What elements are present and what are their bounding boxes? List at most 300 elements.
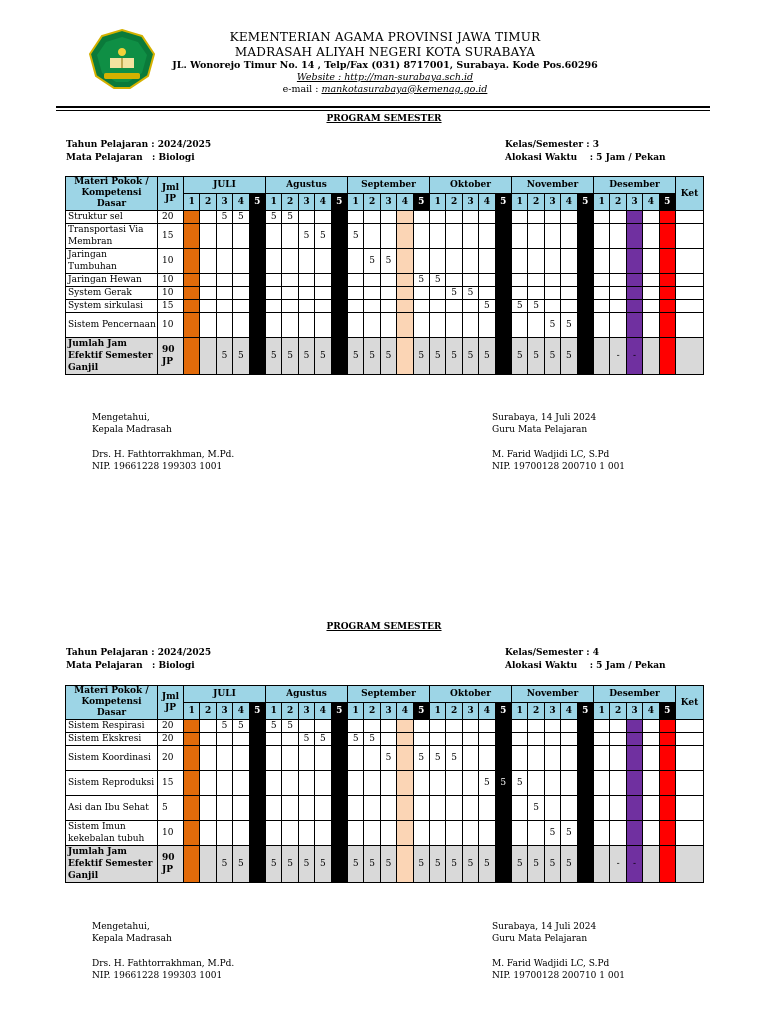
week-cell: 5 xyxy=(380,249,396,274)
week-number: 2 xyxy=(610,194,626,211)
total-week-cell xyxy=(184,338,200,375)
header-materi: Materi Pokok / Kompetensi Dasar xyxy=(66,686,158,720)
week-cell xyxy=(380,274,396,287)
week-cell xyxy=(430,733,446,746)
week-cell xyxy=(397,733,413,746)
week-cell xyxy=(643,746,659,771)
total-week-cell: 5 xyxy=(430,846,446,883)
week-number: 3 xyxy=(544,703,560,720)
week-cell xyxy=(446,274,462,287)
total-week-cell: 5 xyxy=(282,846,298,883)
week-cell xyxy=(495,796,511,821)
semester-table xyxy=(65,176,704,375)
week-cell xyxy=(347,821,363,846)
week-cell xyxy=(380,821,396,846)
week-cell xyxy=(249,733,265,746)
week-cell xyxy=(331,771,347,796)
week-number: 5 xyxy=(249,703,265,720)
week-cell: 5 xyxy=(347,733,363,746)
week-cell xyxy=(413,821,429,846)
week-cell xyxy=(347,300,363,313)
week-cell xyxy=(216,300,232,313)
total-week-cell: 5 xyxy=(561,338,577,375)
week-cell xyxy=(659,249,675,274)
ket-cell xyxy=(676,300,704,313)
week-cell: 5 xyxy=(528,300,544,313)
week-cell: 5 xyxy=(298,733,314,746)
week-cell xyxy=(249,300,265,313)
jp-cell: 10 xyxy=(158,249,184,274)
week-cell xyxy=(594,821,610,846)
week-cell xyxy=(430,300,446,313)
week-cell: 5 xyxy=(233,211,249,224)
week-cell: 5 xyxy=(561,821,577,846)
jp-cell: 15 xyxy=(158,300,184,313)
week-cell xyxy=(577,720,593,733)
week-cell xyxy=(364,287,380,300)
month-header: Desember xyxy=(594,177,676,194)
week-cell xyxy=(315,211,331,224)
week-cell xyxy=(462,746,478,771)
table-row xyxy=(66,771,704,796)
total-week-cell xyxy=(331,846,347,883)
week-cell xyxy=(282,300,298,313)
total-week-cell: 5 xyxy=(364,846,380,883)
week-cell xyxy=(430,211,446,224)
week-cell xyxy=(577,249,593,274)
week-cell xyxy=(495,821,511,846)
week-cell xyxy=(479,733,495,746)
week-number: 1 xyxy=(594,703,610,720)
total-week-cell xyxy=(643,338,659,375)
week-cell: 5 xyxy=(430,274,446,287)
week-cell xyxy=(413,211,429,224)
week-cell xyxy=(626,771,642,796)
week-cell xyxy=(347,287,363,300)
week-cell xyxy=(315,821,331,846)
week-cell xyxy=(643,224,659,249)
week-cell xyxy=(479,796,495,821)
week-cell xyxy=(626,821,642,846)
total-week-cell: 5 xyxy=(315,846,331,883)
week-number: 3 xyxy=(462,194,478,211)
total-label: Jumlah Jam Efektif Semester Ganjil xyxy=(66,846,158,883)
week-cell xyxy=(594,274,610,287)
total-week-cell: 5 xyxy=(266,846,282,883)
week-cell xyxy=(380,313,396,338)
table-row xyxy=(66,274,704,287)
header-jml: Jml JP xyxy=(158,177,184,211)
week-cell xyxy=(216,313,232,338)
week-number: 2 xyxy=(528,194,544,211)
ket-cell xyxy=(676,796,704,821)
jp-cell: 20 xyxy=(158,211,184,224)
week-cell xyxy=(577,821,593,846)
week-number: 1 xyxy=(347,194,363,211)
week-cell xyxy=(315,313,331,338)
week-cell xyxy=(200,211,216,224)
week-cell xyxy=(561,733,577,746)
week-number: 2 xyxy=(282,703,298,720)
week-cell xyxy=(479,746,495,771)
week-cell xyxy=(266,771,282,796)
total-week-cell xyxy=(594,846,610,883)
week-cell: 5 xyxy=(216,211,232,224)
week-number: 2 xyxy=(528,703,544,720)
ket-cell xyxy=(676,287,704,300)
week-cell xyxy=(397,287,413,300)
week-cell: 5 xyxy=(561,313,577,338)
week-cell: 5 xyxy=(282,211,298,224)
week-number: 3 xyxy=(216,703,232,720)
week-cell: 5 xyxy=(544,821,560,846)
ket-cell xyxy=(676,274,704,287)
week-cell: 5 xyxy=(446,746,462,771)
week-number: 1 xyxy=(512,194,528,211)
week-number: 4 xyxy=(643,703,659,720)
week-cell xyxy=(446,796,462,821)
week-cell xyxy=(462,249,478,274)
total-week-cell: 5 xyxy=(347,338,363,375)
week-cell: 5 xyxy=(430,746,446,771)
week-cell xyxy=(200,821,216,846)
week-cell xyxy=(233,287,249,300)
school-address: JL. Wonorejo Timur No. 14 , Telp/Fax (031) 8717001, Surabaya. Kode Pos.60296 xyxy=(172,60,598,71)
week-cell xyxy=(479,287,495,300)
week-cell: 5 xyxy=(528,796,544,821)
total-week-cell: 5 xyxy=(462,338,478,375)
week-number: 1 xyxy=(430,194,446,211)
week-cell xyxy=(216,821,232,846)
week-cell xyxy=(462,771,478,796)
week-cell xyxy=(216,796,232,821)
week-cell xyxy=(659,300,675,313)
week-cell xyxy=(200,313,216,338)
week-cell xyxy=(561,249,577,274)
week-cell xyxy=(200,746,216,771)
week-cell xyxy=(528,249,544,274)
week-cell xyxy=(643,796,659,821)
week-cell xyxy=(610,249,626,274)
week-number: 2 xyxy=(364,194,380,211)
week-cell xyxy=(626,796,642,821)
week-cell xyxy=(659,771,675,796)
week-cell xyxy=(643,287,659,300)
header-jml: Jml JP xyxy=(158,686,184,720)
week-cell xyxy=(446,313,462,338)
week-cell xyxy=(577,211,593,224)
week-cell xyxy=(200,274,216,287)
week-cell xyxy=(282,733,298,746)
month-header: Agustus xyxy=(266,177,348,194)
total-week-cell: 5 xyxy=(266,338,282,375)
week-number: 3 xyxy=(626,703,642,720)
week-cell xyxy=(364,274,380,287)
week-cell xyxy=(315,274,331,287)
week-cell xyxy=(659,274,675,287)
week-cell xyxy=(577,274,593,287)
total-week-cell: - xyxy=(610,338,626,375)
week-cell xyxy=(282,821,298,846)
week-cell xyxy=(479,720,495,733)
week-cell xyxy=(479,249,495,274)
week-number: 2 xyxy=(282,194,298,211)
total-week-cell: 5 xyxy=(216,846,232,883)
week-cell xyxy=(512,733,528,746)
ket-cell xyxy=(676,224,704,249)
materi-cell: Sistem Pencernaan xyxy=(66,313,158,338)
ministry-name: KEMENTERIAN AGAMA PROVINSI JAWA TIMUR xyxy=(229,30,541,44)
week-cell xyxy=(610,821,626,846)
total-week-cell: 5 xyxy=(364,338,380,375)
materi-cell: System Gerak xyxy=(66,287,158,300)
week-number: 1 xyxy=(184,703,200,720)
week-cell xyxy=(216,249,232,274)
week-cell xyxy=(577,287,593,300)
week-cell xyxy=(266,287,282,300)
week-number: 2 xyxy=(200,194,216,211)
week-cell xyxy=(282,224,298,249)
header-ket: Ket xyxy=(676,686,704,720)
month-header: September xyxy=(347,177,429,194)
week-cell xyxy=(266,733,282,746)
week-cell xyxy=(544,274,560,287)
week-cell xyxy=(594,720,610,733)
header-materi: Materi Pokok / Kompetensi Dasar xyxy=(66,177,158,211)
week-number: 5 xyxy=(659,194,675,211)
week-cell xyxy=(512,287,528,300)
week-cell xyxy=(610,746,626,771)
week-cell xyxy=(462,720,478,733)
meta-right: Kelas/Semester : 3 Alokasi Waktu : 5 Jam / Pekan xyxy=(505,140,666,163)
week-cell xyxy=(544,249,560,274)
week-number: 5 xyxy=(249,194,265,211)
week-cell xyxy=(331,224,347,249)
week-cell xyxy=(528,821,544,846)
week-cell: 5 xyxy=(479,771,495,796)
jp-cell: 10 xyxy=(158,313,184,338)
week-cell xyxy=(610,211,626,224)
total-week-cell xyxy=(495,846,511,883)
week-cell xyxy=(430,313,446,338)
week-cell xyxy=(298,313,314,338)
week-cell xyxy=(184,771,200,796)
table-row xyxy=(66,211,704,224)
week-cell xyxy=(512,821,528,846)
week-cell xyxy=(462,274,478,287)
week-cell xyxy=(626,224,642,249)
total-week-cell: 5 xyxy=(413,846,429,883)
week-cell xyxy=(610,287,626,300)
week-number: 5 xyxy=(413,703,429,720)
week-number: 4 xyxy=(315,194,331,211)
week-cell xyxy=(282,771,298,796)
week-cell xyxy=(528,746,544,771)
week-number: 1 xyxy=(430,703,446,720)
week-cell xyxy=(610,313,626,338)
week-cell xyxy=(397,249,413,274)
week-cell xyxy=(200,249,216,274)
materi-cell: Struktur sel xyxy=(66,211,158,224)
week-cell: 5 xyxy=(266,720,282,733)
week-cell: 5 xyxy=(298,224,314,249)
week-cell xyxy=(626,211,642,224)
week-number: 4 xyxy=(397,194,413,211)
month-header: Oktober xyxy=(430,177,512,194)
materi-cell: Sistem Imun kekebalan tubuh xyxy=(66,821,158,846)
week-cell xyxy=(364,746,380,771)
week-cell xyxy=(610,771,626,796)
week-cell xyxy=(544,211,560,224)
jp-cell: 10 xyxy=(158,821,184,846)
week-cell: 5 xyxy=(347,224,363,249)
week-cell xyxy=(266,274,282,287)
week-number: 4 xyxy=(643,194,659,211)
week-cell xyxy=(495,211,511,224)
week-number: 3 xyxy=(626,194,642,211)
week-cell xyxy=(413,720,429,733)
week-cell xyxy=(331,274,347,287)
week-cell xyxy=(577,224,593,249)
total-week-cell xyxy=(577,846,593,883)
week-cell xyxy=(512,211,528,224)
week-cell xyxy=(659,746,675,771)
week-cell xyxy=(479,821,495,846)
week-cell xyxy=(643,771,659,796)
ket-cell xyxy=(676,746,704,771)
total-week-cell xyxy=(659,846,675,883)
week-cell xyxy=(298,746,314,771)
total-week-cell: 5 xyxy=(380,338,396,375)
week-cell xyxy=(594,211,610,224)
week-cell xyxy=(610,300,626,313)
week-cell xyxy=(200,733,216,746)
week-number: 4 xyxy=(561,703,577,720)
week-cell xyxy=(594,313,610,338)
week-cell xyxy=(528,224,544,249)
week-cell xyxy=(544,733,560,746)
table-row xyxy=(66,313,704,338)
week-cell xyxy=(282,249,298,274)
total-week-cell: 5 xyxy=(233,338,249,375)
week-cell xyxy=(200,771,216,796)
week-cell xyxy=(659,796,675,821)
total-week-cell: 5 xyxy=(561,846,577,883)
total-week-cell: 5 xyxy=(233,846,249,883)
week-cell xyxy=(216,771,232,796)
ket-cell xyxy=(676,720,704,733)
total-week-cell xyxy=(594,338,610,375)
week-cell xyxy=(643,821,659,846)
week-cell xyxy=(659,821,675,846)
week-cell xyxy=(626,733,642,746)
week-cell xyxy=(643,313,659,338)
signature-left: Mengetahui, Kepala Madrasah Drs. H. Fathtorrakhman, M.Pd. NIP. 19661228 199303 1001 xyxy=(92,413,235,472)
week-cell xyxy=(544,224,560,249)
week-cell xyxy=(331,211,347,224)
week-cell xyxy=(544,287,560,300)
table-row xyxy=(66,796,704,821)
week-cell xyxy=(610,224,626,249)
total-ket-cell xyxy=(676,846,704,883)
week-cell xyxy=(184,746,200,771)
school-name: MADRASAH ALIYAH NEGERI KOTA SURABAYA xyxy=(234,45,536,59)
week-cell xyxy=(446,249,462,274)
total-week-cell xyxy=(397,338,413,375)
total-week-cell: 5 xyxy=(544,338,560,375)
week-cell xyxy=(200,300,216,313)
total-row xyxy=(66,338,704,375)
week-cell xyxy=(561,300,577,313)
week-cell xyxy=(364,211,380,224)
total-week-cell: 5 xyxy=(413,338,429,375)
week-cell xyxy=(233,224,249,249)
school-website: Website : http://man-surabaya.sch.id xyxy=(296,71,474,83)
week-number: 3 xyxy=(216,194,232,211)
week-cell xyxy=(380,287,396,300)
week-cell xyxy=(347,274,363,287)
week-cell xyxy=(266,249,282,274)
week-cell xyxy=(298,771,314,796)
week-cell xyxy=(298,249,314,274)
week-cell xyxy=(249,720,265,733)
semester-table xyxy=(65,685,704,883)
week-cell xyxy=(266,821,282,846)
table-row xyxy=(66,821,704,846)
week-cell xyxy=(233,274,249,287)
week-number: 4 xyxy=(233,194,249,211)
week-cell xyxy=(528,771,544,796)
week-cell xyxy=(233,746,249,771)
week-cell xyxy=(413,300,429,313)
week-cell xyxy=(479,274,495,287)
table-row xyxy=(66,733,704,746)
total-week-cell: 5 xyxy=(298,846,314,883)
total-week-cell: 5 xyxy=(446,338,462,375)
week-cell xyxy=(249,274,265,287)
week-cell xyxy=(462,733,478,746)
ket-cell xyxy=(676,821,704,846)
week-cell xyxy=(380,720,396,733)
week-cell xyxy=(544,720,560,733)
total-week-cell xyxy=(331,338,347,375)
week-cell xyxy=(380,211,396,224)
week-cell xyxy=(561,274,577,287)
week-cell xyxy=(577,313,593,338)
letterhead-rule-thin xyxy=(56,110,710,111)
week-cell xyxy=(184,300,200,313)
materi-cell: Sistem Reproduksi xyxy=(66,771,158,796)
week-cell xyxy=(446,733,462,746)
week-cell: 5 xyxy=(216,720,232,733)
total-week-cell: 5 xyxy=(479,338,495,375)
week-cell xyxy=(659,211,675,224)
week-cell xyxy=(233,821,249,846)
week-cell xyxy=(462,313,478,338)
week-cell xyxy=(233,733,249,746)
week-cell xyxy=(315,796,331,821)
total-label: Jumlah Jam Efektif Semester Ganjil xyxy=(66,338,158,375)
total-week-cell xyxy=(397,846,413,883)
materi-cell: Jaringan Tumbuhan xyxy=(66,249,158,274)
week-cell xyxy=(397,821,413,846)
week-number: 2 xyxy=(446,194,462,211)
week-cell xyxy=(610,796,626,821)
week-cell xyxy=(397,720,413,733)
week-cell xyxy=(528,274,544,287)
week-cell xyxy=(446,211,462,224)
week-number: 4 xyxy=(315,703,331,720)
